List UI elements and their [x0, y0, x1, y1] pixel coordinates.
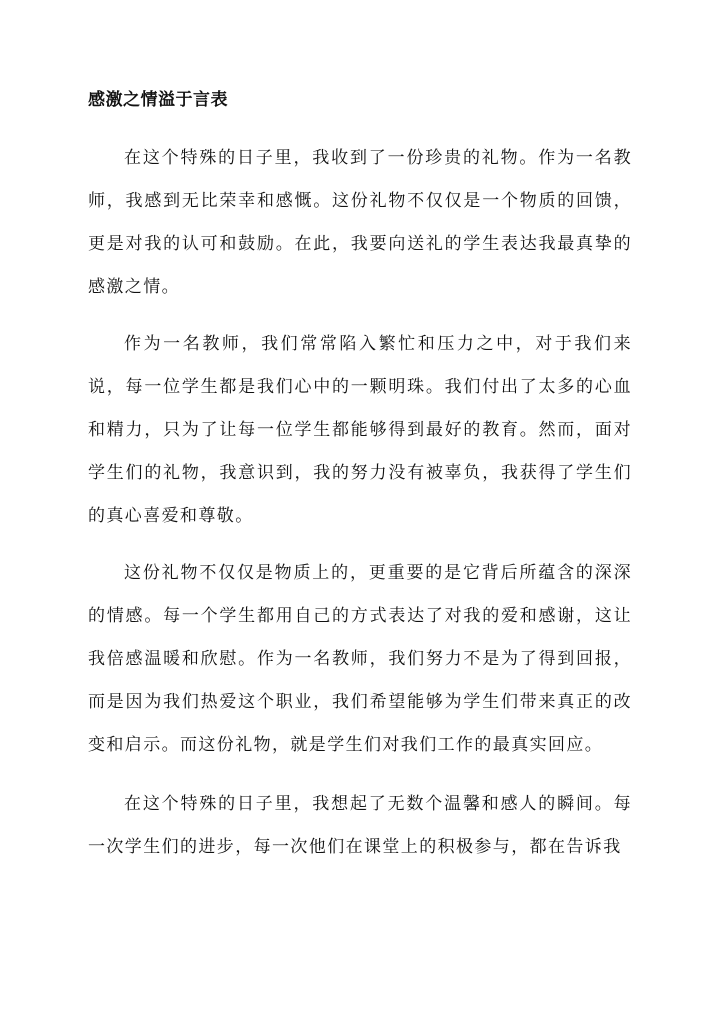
paragraph-1: 在这个特殊的日子里，我收到了一份珍贵的礼物。作为一名教师，我感到无比荣幸和感慨。这份礼物不仅仅是一个物质的回馈，更是对我的认可和鼓励。在此，我要向送礼的学生表达我最真挚的感激之情。 [88, 148, 632, 297]
paragraph-4: 在这个特殊的日子里，我想起了无数个温馨和感人的瞬间。每一次学生们的进步，每一次他们在课堂上的积极参与，都在告诉我 [88, 794, 632, 857]
document-title: 感激之情溢于言表 [88, 90, 228, 110]
paragraph-3: 这份礼物不仅仅是物质上的，更重要的是它背后所蕴含的深深的情感。每一个学生都用自己的方式表达了对我的爱和感谢，这让我倍感温暖和欣慰。作为一名教师，我们努力不是为了得到回报，而是因为我们热爱这个职业，我们希望能够为学生们带来真正的改变和启示。而这份礼物，就是学生们对我们工作的最真实回应。 [88, 563, 632, 755]
paragraph-2: 作为一名教师，我们常常陷入繁忙和压力之中，对于我们来说，每一位学生都是我们心中的一颗明珠。我们付出了太多的心血和精力，只为了让每一位学生都能够得到最好的教育。然而，面对学生们的礼物，我意识到，我的努力没有被辜负，我获得了学生们的真心喜爱和尊敬。 [88, 334, 632, 526]
